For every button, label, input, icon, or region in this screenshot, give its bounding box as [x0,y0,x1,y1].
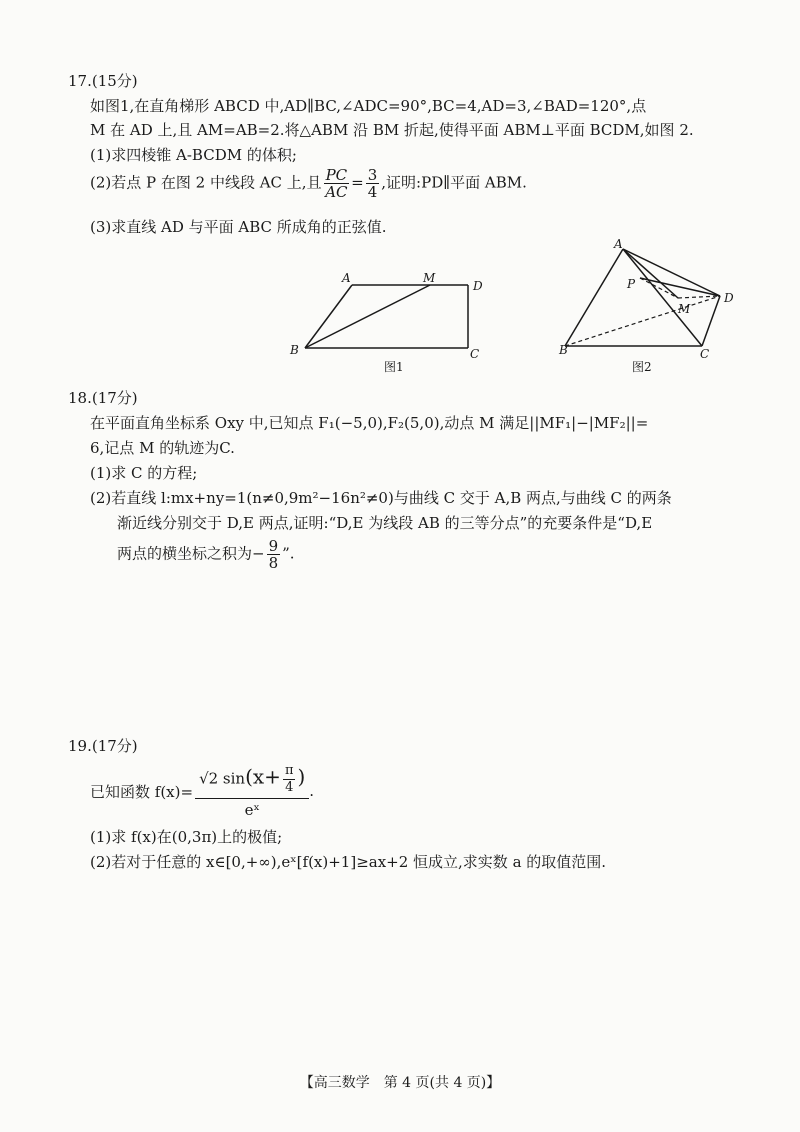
label-c: C [470,347,480,361]
q19-function-definition [90,763,314,819]
q17-statement-line2: M 在 AD 上,且 AM=AB=2.将△ABM 沿 BM 折起,使得平面 ABM⊥平面 BCDM,如图 2. [90,121,694,139]
label-a: A [614,237,623,251]
page-footer: 【高三数学 第 4 页(共 4 页)】 [299,1075,501,1091]
label-m: M [678,302,691,316]
period: . [309,782,315,800]
segment-pd [640,278,720,296]
q19-function-numerator [195,763,309,799]
q19-function-denominator: eˣ [244,801,260,819]
q19-part1: (1)求 f(x)在(0,3π)上的极值; [90,828,283,846]
paren-close: ) [297,764,306,789]
q18-statement-line1: 在平面直角坐标系 Oxy 中,已知点 F₁(−5,0),F₂(5,0),动点 M 满足||MF₁|−|MF₂||= [90,414,649,432]
label-m: M [423,271,436,285]
label-a: A [342,271,351,285]
segment-ab [305,285,352,348]
segment-ad [623,249,720,296]
q17-statement-line1: 如图1,在直角梯形 ABCD 中,AD∥BC,∠ADC=90°,BC=4,AD=3,∠BAD=120°,点 [90,97,647,115]
fraction-denominator: 4 [285,780,294,795]
q17-header: 17.(15分) [68,72,138,90]
figure-2 [560,238,750,362]
q19-part2: (2)若对于任意的 x∈[0,+∞),eˣ[f(x)+1]≥ax+2 恒成立,求实数 a 的取值范围. [90,853,607,871]
label-b: B [290,343,299,357]
q17-part2-fraction-pc-ac [324,167,350,200]
label-c: C [700,347,710,361]
fraction-numerator: 9 [268,537,279,555]
q18-part2-line1: (2)若直线 l:mx+ny=1(n≠0,9m²−16n²≠0)与曲线 C 交于 A,B 两点,与曲线 C 的两条 [90,489,672,507]
paren-open: (x+ [245,764,281,789]
fraction-numerator: π [284,763,294,778]
q18-fraction-9-8 [267,538,281,571]
q19-header: 19.(17分) [68,737,138,755]
fraction-denominator: 4 [367,183,378,201]
equals-sign: = [351,173,364,192]
pi-over-4-fraction [283,763,296,796]
segment-ac [623,249,702,346]
q18-part2-line3 [117,538,295,571]
q18-header: 18.(17分) [68,389,138,407]
q18-statement-line2: 6,记点 M 的轨迹为C. [90,439,235,457]
figure-1-caption: 图1 [384,360,404,374]
q17-part3: (3)求直线 AD 与平面 ABC 所成角的正弦值. [90,218,387,236]
q18-part2-line3-prefix: 两点的横坐标之积为− [117,544,265,563]
label-b: B [559,343,568,357]
fraction-numerator: PC [325,166,348,184]
q19-function-fraction [195,763,309,819]
segment-bm [305,285,430,348]
fraction-denominator: AC [325,183,348,201]
label-p: P [627,277,636,291]
fraction-denominator: 8 [268,554,279,572]
label-d: D [473,279,483,293]
q18-part2-line2: 渐近线分别交于 D,E 两点,证明:“D,E 为线段 AB 的三等分点”的充要条件是“D,E [117,514,653,532]
figure-1-diagram [280,262,510,372]
figure-2-caption: 图2 [632,360,652,374]
label-d: D [724,291,734,305]
figure-2-diagram [559,237,750,361]
fraction-numerator: 3 [367,166,378,184]
q17-part2-prefix: (2)若点 P 在图 2 中线段 AC 上,且 [90,173,322,192]
q18-part1: (1)求 C 的方程; [90,464,198,482]
q17-part2-fraction-3-4 [366,167,380,200]
segment-ab [565,249,623,346]
q19-function-prefix: 已知函数 f(x)= [90,782,194,801]
sqrt2-sin: √2 sin [199,769,246,788]
segment-cd [702,296,720,346]
q17-part1: (1)求四棱锥 A-BCDM 的体积; [90,146,297,164]
q18-part2-line3-suffix: ”. [282,544,295,563]
q17-part2-suffix: ,证明:PD∥平面 ABM. [381,173,527,192]
q17-part2 [90,167,527,200]
